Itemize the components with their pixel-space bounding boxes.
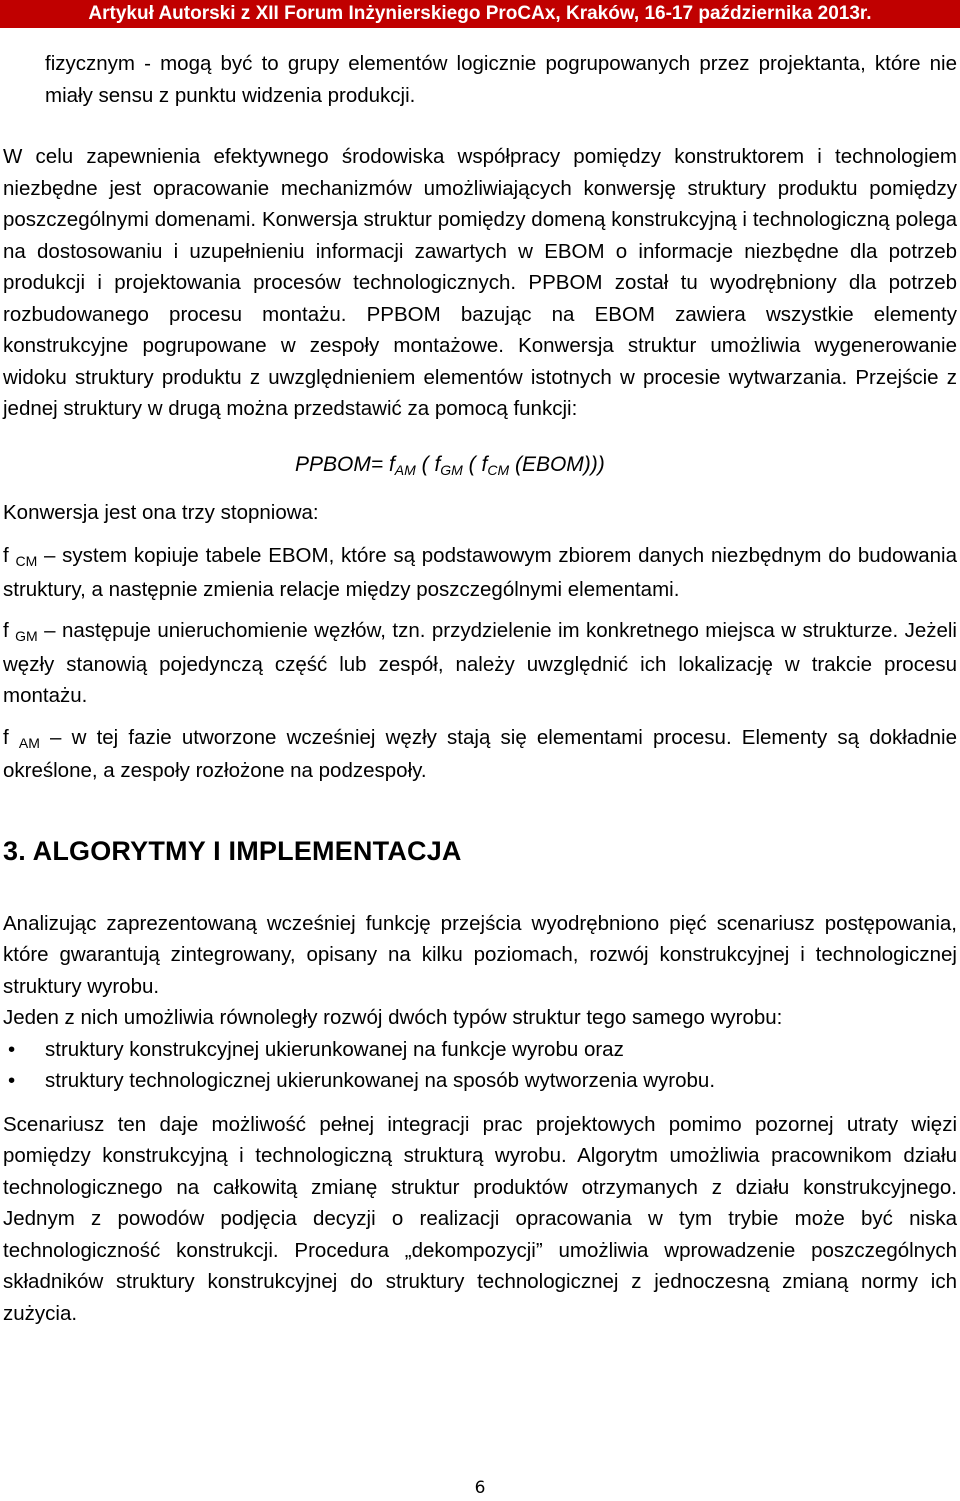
paragraph-continuation: fizycznym - mogą być to grupy elementów logicznie pogrupowanych przez projektanta, które nie miały sensu z punktu widzenia produkcji. bbox=[45, 52, 957, 107]
section-heading: 3. ALGORYTMY I IMPLEMENTACJA bbox=[3, 835, 462, 866]
step-subscript: GM bbox=[15, 628, 38, 644]
page-number: 6 bbox=[474, 1478, 486, 1498]
formula-lhs: PPBOM= f bbox=[295, 452, 395, 476]
step-symbol: f bbox=[3, 544, 9, 567]
bullet-icon: • bbox=[8, 1037, 16, 1061]
step-fcm bbox=[3, 540, 957, 605]
list-item bbox=[3, 1065, 957, 1097]
structure-list bbox=[3, 1034, 957, 1097]
formula-sub-am: AM bbox=[394, 461, 416, 478]
formula-sub-gm: GM bbox=[440, 461, 463, 478]
list-item bbox=[3, 1034, 957, 1066]
document-body bbox=[3, 48, 957, 1329]
list-item-text: struktury technologicznej ukierunkowanej na sposób wytworzenia wyrobu. bbox=[45, 1069, 716, 1092]
formula bbox=[3, 443, 957, 497]
formula-part: ( f bbox=[462, 452, 488, 476]
conversion-intro: Konwersja jest ona trzy stopniowa: bbox=[3, 500, 319, 524]
formula-sub-cm: CM bbox=[487, 461, 510, 478]
step-text: – system kopiuje tabele EBOM, które są podstawowym zbiorem danych niezbędnym do budowania struktury, a następnie zmienia relacje między poszczególnymi elementami. bbox=[3, 544, 957, 601]
paragraph-parallel: Jeden z nich umożliwia równoległy rozwój dwóch typów struktur tego samego wyrobu: bbox=[3, 1006, 783, 1029]
formula-part: ( f bbox=[415, 452, 441, 476]
paragraph-conversion: W celu zapewnienia efektywnego środowiska współpracy pomiędzy konstruktorem i technologiem niezbędne jest opracowanie mechanizmów umożliwiających konwersję struktury produktu pomiędzy poszczególnymi domenami. Konwersja struktur pomiędzy domeną konstrukcyjną i technologiczną polega na dostosowaniu i uzupełnieniu informacji zawartych w EBOM o informacje niezbędne dla potrzeb produkcji i projektowania procesów technologicznych. PPBOM został tu wyodrębniony dla potrzeb rozbudowanego procesu montażu. PPBOM bazując na EBOM zawiera wszystkie elementy konstrukcyjne pogrupowane w zespoły montażowe. Konwersja struktur umożliwia wygenerowanie widoku struktury produktu z uwzględnieniem elementów istotnych w procesie wytwarzania. Przejście z jednej struktury w drugą można przedstawić za pomocą funkcji: bbox=[3, 145, 957, 420]
bullet-icon: • bbox=[8, 1069, 16, 1092]
step-symbol: f bbox=[3, 725, 9, 749]
formula-tail: (EBOM))) bbox=[509, 452, 605, 476]
paragraph-scenario: Scenariusz ten daje możliwość pełnej integracji prac projektowych pomimo pozornej utraty więzi pomiędzy konstrukcyjną i technologiczną strukturą wyrobu. Algorytm umożliwia pracownikom działu technologicznego na całkowitą zmianę struktur produktów otrzymanych z działu konstrukcyjnego. Jednym z powodów podjęcia decyzji o realizacji opracowania w tym trybie może być niska technologiczność konstrukcji. Procedura „dekompozycji” umożliwia wprowadzenie poszczególnych składników struktury konstrukcyjnej do struktury technologicznej z jednoczesną zmianą normy ich zużycia. bbox=[3, 1112, 957, 1325]
step-subscript: CM bbox=[15, 553, 38, 569]
step-fgm bbox=[3, 615, 957, 712]
list-item-text: struktury konstrukcyjnej ukierunkowanej na funkcje wyrobu oraz bbox=[45, 1037, 624, 1061]
step-fam bbox=[3, 722, 957, 787]
step-text: – w tej fazie utworzone wcześniej węzły stają się elementami procesu. Elementy są dokładnie określone, a zespoły rozłożone na podzespoły. bbox=[3, 725, 957, 782]
paragraph-analysis: Analizując zaprezentowaną wcześniej funkcję przejścia wyodrębniono pięć scenariusz postępowania, które gwarantują zintegrowany, opisany na kilku poziomach, rozwój konstrukcyjnej i technologicznej struktury wyrobu. bbox=[3, 911, 957, 998]
step-symbol: f bbox=[3, 619, 9, 642]
page-header: Artykuł Autorski z XII Forum Inżynierskiego ProCAx, Kraków, 16-17 października 2013r. bbox=[0, 0, 960, 28]
step-subscript: AM bbox=[18, 734, 40, 751]
step-text: – następuje unieruchomienie węzłów, tzn. przydzielenie im konkretnego miejsca w strukturze. Jeżeli węzły stanowią pojedynczą część lub zespół, należy uwzględnić ich lokalizację w trakcie procesu montażu. bbox=[3, 619, 957, 707]
